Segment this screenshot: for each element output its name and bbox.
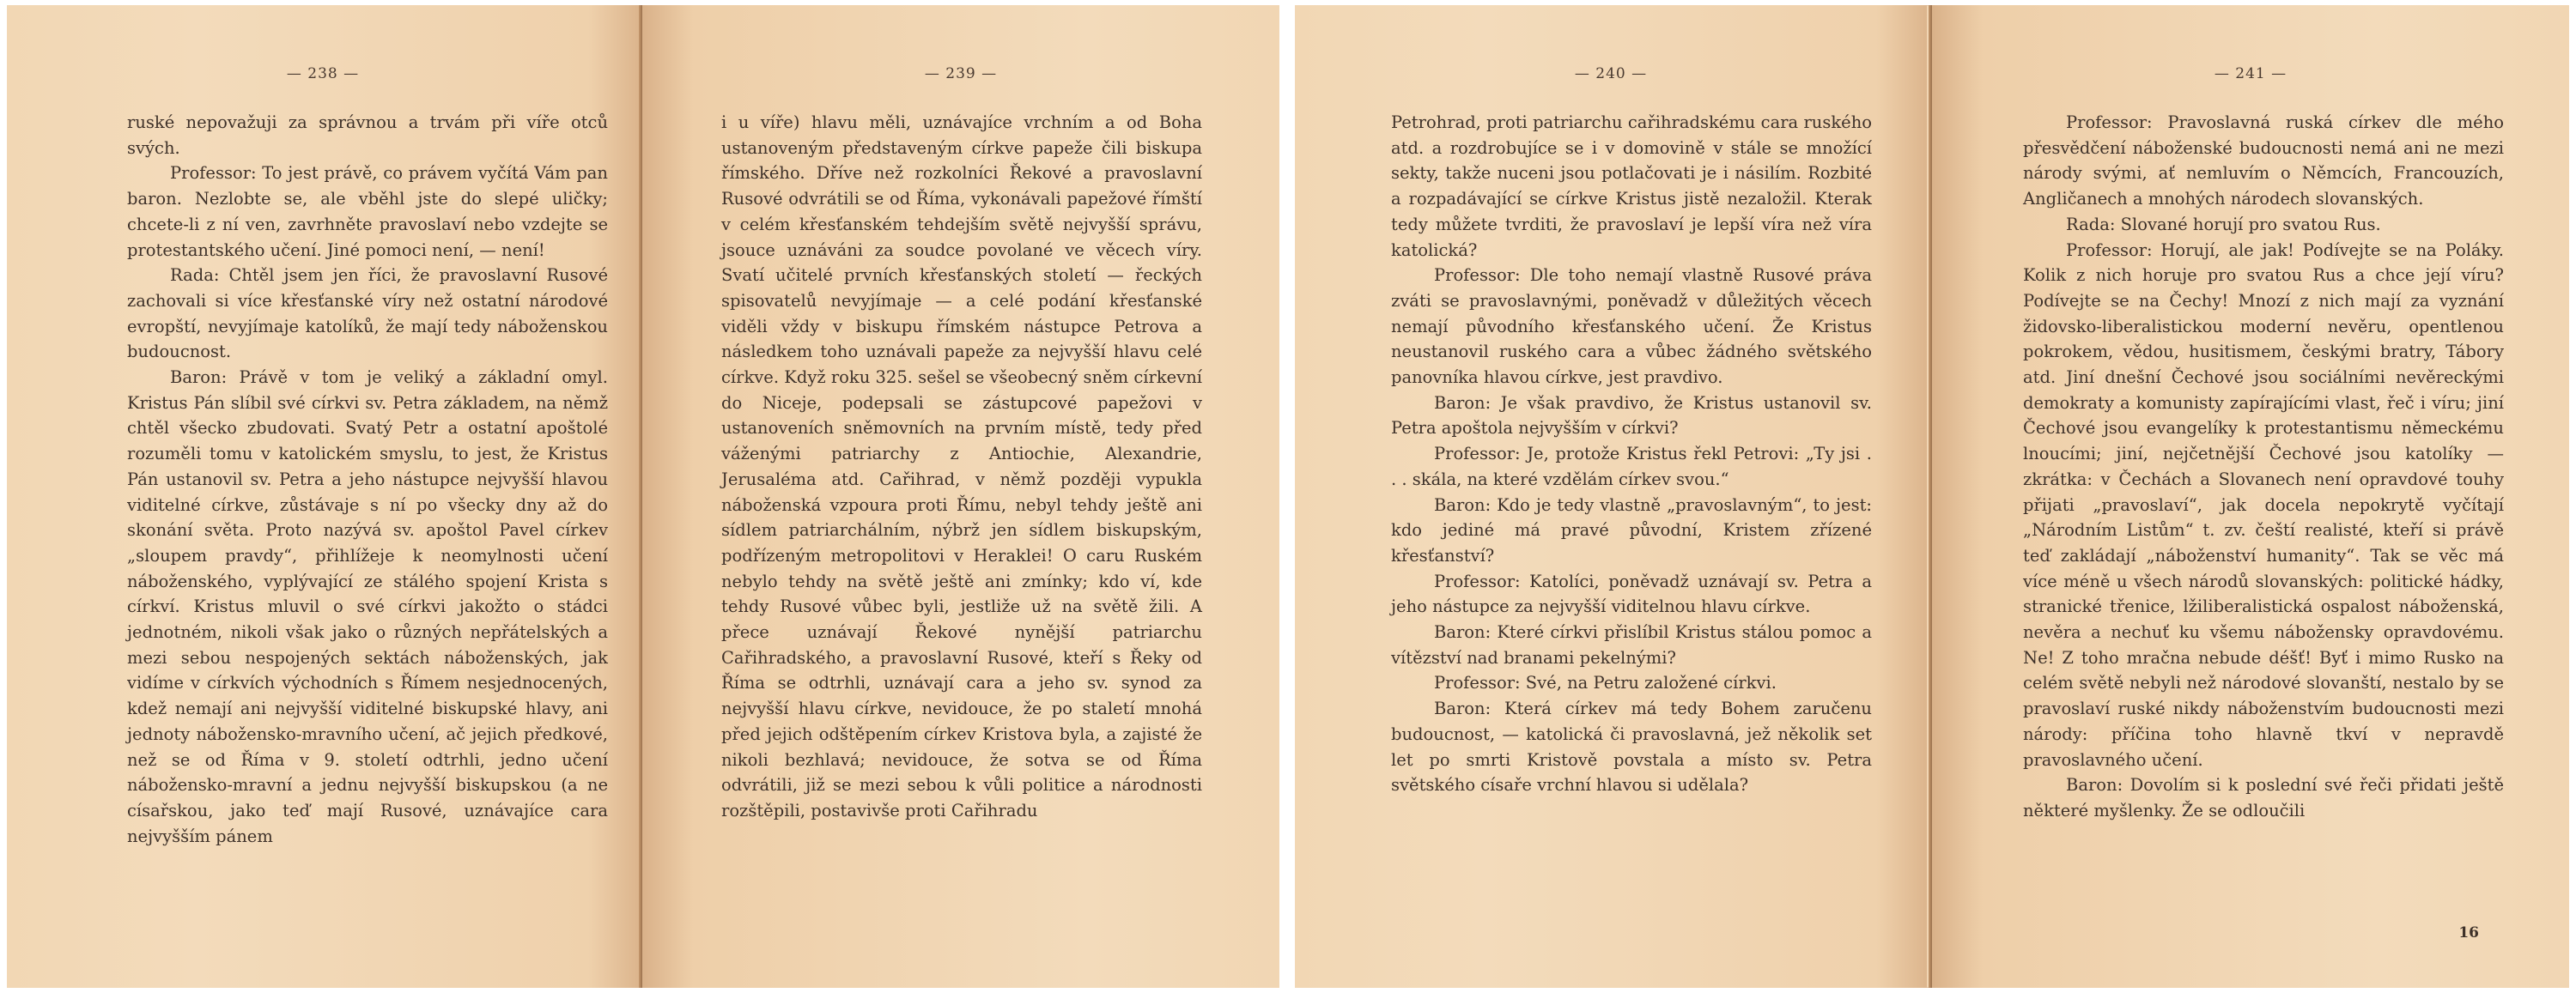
page-body (2023, 110, 2504, 824)
paragraph: Professor: Katolíci, poněvadž uznávají sv. Petra a jeho nástupce za nejvyšší viditelnou hlavu církve. (1391, 571, 1872, 617)
paragraph: Baron: Právě v tom je veliký a základní omyl. Kristus Pán slíbil své církvi sv. Petra základem, na němž chtěl všecko zbudovati. Svatý Petr a ostatní apoštolé rozuměli tomu v katolickém smyslu, to jest, že Kristus Pán ustanovil sv. Petra a jeho nástupce nejvyšší hlavou viditelné církve, zůstávaje s ní po všecky dny až do skonání světa. Proto nazývá sv. apoštol Pavel církev „sloupem pravdy“, přihlížeje k neomylnosti učení náboženského, vyplývající ze stálého spojení Krista s církví. Kristus mluvil o své církvi jakožto o stádci jednotném, nikoli však jako o různých nepřátelských a mezi sebou nespojených sektách náboženských, jak vidíme v církvích východních s Římem nesjednocených, kdež nemají ani nejvyšší viditelné biskupské hlavy, ani jednoty nábožensko-mravního učení, ač jejich předkové, než se od Říma v 9. století odtrhli, jedno učení nábožensko-mravní a jednu nejvyšší biskupskou (a ne císařskou, jako teď mají Rusové, uznávajíce cara nejvyšším pánem (127, 367, 608, 846)
paragraph: Baron: Je však pravdivo, že Kristus ustanovil sv. Petra apoštola nejvyšším v církvi? (1391, 392, 1872, 439)
book-spread-right (1295, 5, 2569, 988)
paragraph: Baron: Dovolím si k poslední své řeči přidati ještě některé myšlenky. Že se odloučili (2023, 775, 2504, 820)
paragraph: Professor: Pravoslavná ruská církev dle mého přesvědčení náboženské budoucnosti nemá ani ne mezi národy svými, ať nemluvím o Němcích, Francouzích, Angličanech a mnohých národech slovanských. (2023, 112, 2504, 209)
paragraph: ruské nepovažuji za správnou a trvám při víře otců svých. (127, 112, 608, 158)
paragraph: Professor: Je, protože Kristus řekl Petrovi: „Ty jsi . . . skála, na které vzdělám církev svou.“ (1391, 444, 1872, 489)
book-spread-left (7, 5, 1279, 988)
page-240 (1295, 5, 1927, 988)
paragraph: Professor: Dle toho nemají vlastně Rusové práva zváti se pravoslavnými, poněvadž v důležitých věcech nemají původního křesťanského učení. Že Kristus neustanovil ruského cara a vůbec žádného světského panovníka hlavou církve, jest pravdivo. (1391, 265, 1872, 388)
page-body (1391, 110, 1872, 798)
page-241 (1932, 5, 2569, 988)
page-number: — 240 — (1574, 65, 1648, 82)
paragraph: Baron: Která církev má tedy Bohem zaručenu budoucnost, — katolická či pravoslavná, jež několik set let po smrti Kristově povstala a místo sv. Petra světského císaře vrchní hlavou si udělala? (1391, 699, 1872, 796)
page-body (721, 110, 1202, 824)
page-number: — 239 — (924, 65, 998, 82)
paragraph: i u víře) hlavu měli, uznávajíce vrchním a od Boha ustanoveným představeným církve papeže čili biskupa římského. Dříve než rozkolníci Řekové a pravoslavní Rusové odvrátili se od Říma, vykonávali papežové římští v celém křesťanském tehdejším světě nejvyšší správu, jsouce uznáváni za soudce povolané ve věcech víry. Svatí učitelé prvních křesťanských století — řeckých spisovatelů nevyjímaje — a celé podání křesťanské viděli vždy v biskupu římském nástupce Petrova a následkem toho uznávali papeže za nejvyšší hlavu celé církve. Když roku 325. sešel se všeobecný sněm církevní do Niceje, podepsali se zástupcové papežovi v ustanoveních sněmovních na prvním místě, tedy před váženými patriarchy z Antiochie, Alexandrie, Jerusaléma atd. Cařihrad, v němž později vypukla náboženská vzpoura proti Římu, nebyl tehdy ještě ani sídlem patriarchálním, nýbrž jen sídlem biskupským, podřízeným metropolitovi v Heraklei! O caru Ruském nebylo tehdy na světě ještě ani zmínky; kdo ví, kde tehdy Rusové vůbec byli, jestliže už na světě žili. A přece uznávají Řekové nynější patriarchu Cařihradského, a pravoslavní Rusové, kteří s Řeky od Říma se odtrhli, uznávají cara a jeho sv. synod za nejvyšší hlavu církve, nevidouce, že po staletí mnohá před jejich odštěpením církev Kristova byla, a zajisté že nikoli bezhlavá; nevidouce, že sotva se od Říma odvrátili, již se mezi sebou k vůli politice a národnosti rozštěpili, postavivše proti Cařihradu (721, 112, 1202, 820)
paragraph: Rada: Slované horují pro svatou Rus. (2066, 214, 2381, 234)
signature-mark: 16 (2458, 924, 2479, 942)
paragraph: Baron: Kdo je tedy vlastně „pravoslavným“, to jest: kdo jediné má pravé původní, Kristem zřízené křesťanství? (1391, 494, 1872, 566)
page-body (127, 110, 608, 849)
paragraph: Baron: Které církvi přislíbil Kristus stálou pomoc a vítězství nad branami pekelnými? (1391, 622, 1872, 668)
paragraph: Professor: Své, na Petru založené církvi. (1434, 673, 1777, 693)
paragraph: Rada: Chtěl jsem jen říci, že pravoslavní Rusové zachovali si více křesťanské víry než ostatní národové evropští, nevyjímaje katolíků, že mají tedy náboženskou budoucnost. (127, 265, 608, 362)
paragraph: Professor: To jest právě, co právem vyčítá Vám pan baron. Nezlobte se, ale vběhl jste do slepé uličky; chcete-li z ní ven, zavrhněte pravoslaví nebo vzdejte se protestantského učení. Jiné pomoci není, — není! (127, 163, 608, 260)
page-239 (642, 5, 1279, 988)
paragraph: Professor: Horují, ale jak! Podívejte se na Poláky. Kolik z nich horuje pro svatou Rus a chce její víru? Podívejte se na Čechy! Mnozí z nich mají za vyznání židovsko-liberalistickou moderní nevěru, opentlenou pokrokem, vědou, husitismem, českými bratry, Tábory atd. Jiní dnešní Čechové jsou sociálními nevěreckými demokraty a komunisty zapírajícími vlast, řeč i víru; jiní Čechové jsou evangelíky k protestantismu německému lnoucími; jiní, nejčetnější Čechové jsou katolíky — zkrátka: v Čechách a Slovanech není opravdové touhy přijati „pravoslaví“, jak docela nepokrytě vyčítají „Národním Listům“ t. zv. čeští realisté, kteří si právě teď zakládají „náboženství humanity“. Tak se věc má více méně u všech národů slovanských: politické hádky, stranické třenice, lžiliberalistická ospalost náboženská, nevěra a nechuť ku všemu nábožensky opravdovému. Ne! Z toho mračna nebude déšť! Byť i mimo Rusko na celém světě nebyli než národové slovanští, nestalo by se pravoslaví ruské nikdy náboženstvím budoucnosti mezi národy: příčina toho hlavně tkví v nepravdě pravoslavného učení. (2023, 239, 2504, 770)
page-number: — 238 — (286, 65, 360, 82)
page-number: — 241 — (2214, 65, 2287, 82)
paragraph: Petrohrad, proti patriarchu cařihradskému cara ruského atd. a rozdrobujíce se i v domovině v stále se množící sekty, takže nuceni jsou potlačovati je i násilím. Rozbité a rozpadávající se církve Kristus jistě nezaložil. Kterak tedy můžete tvrditi, že pravoslaví je lepší víra než víra katolická? (1391, 112, 1872, 260)
page-238 (7, 5, 639, 988)
